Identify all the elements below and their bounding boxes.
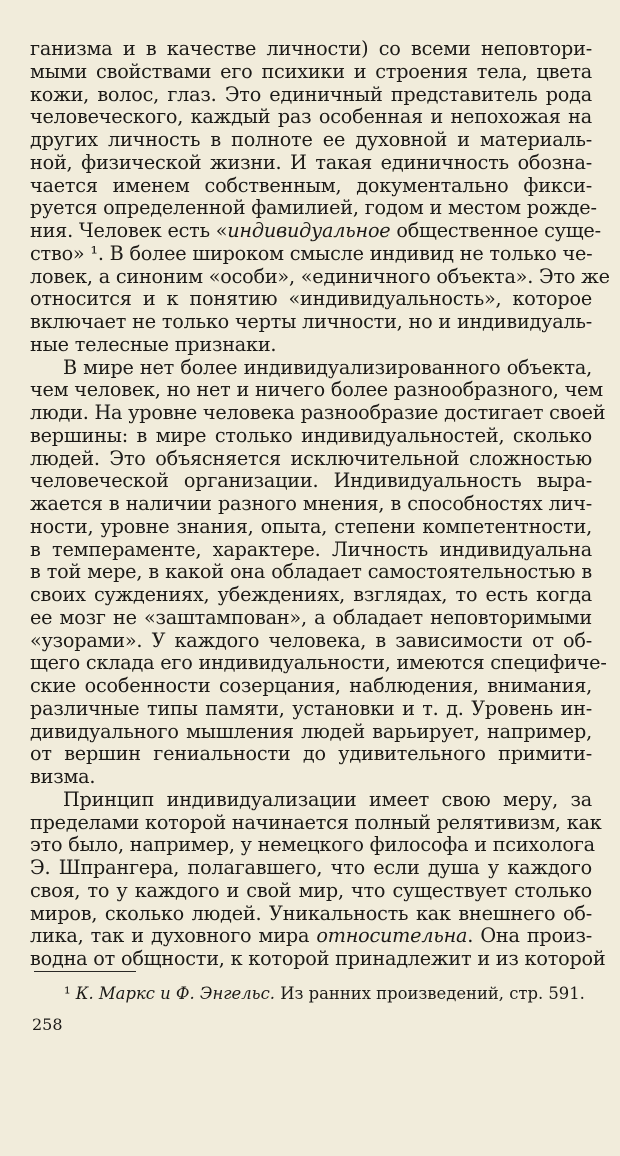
- text-line: ловек, а синоним «особи», «единичного объекта». Это же: [30, 264, 610, 288]
- text-line: своя, то у каждого и свой мир, что существует столько: [30, 878, 592, 902]
- text-line: это было, например, у немецкого философа и психолога: [30, 833, 595, 857]
- text-line: человеческой организации. Индивидуальность выра-: [30, 469, 592, 493]
- text-line: других личность в полноте ее духовной и материаль-: [30, 128, 592, 151]
- text-line: своих суждениях, убеждениях, взглядах, то есть когда: [30, 583, 592, 606]
- text-line: жается в наличии разного мнения, в способностях лич-: [30, 492, 592, 515]
- footnote: [64, 984, 592, 1004]
- text-line: Э. Шпрангера, полагавшего, что если душа у каждого: [30, 856, 592, 879]
- text-line: люди. На уровне человека разнообразие достигает своей: [30, 401, 606, 424]
- text-line: от вершин гениальности до удивительного примити-: [30, 742, 592, 766]
- text-line: в темпераменте, характере. Личность индивидуальна: [30, 537, 592, 561]
- text-line: кожи, волос, глаз. Это единичный представитель рода: [30, 82, 592, 106]
- text-line: «узорами». У каждого человека, в зависимости от об-: [30, 628, 592, 652]
- paragraph: [30, 37, 610, 357]
- footnote-marker: ¹: [64, 984, 71, 1003]
- text-line: ности, уровне знания, опыта, степени компетентности,: [30, 514, 592, 538]
- paragraph: [30, 787, 606, 971]
- text-line: щего склада его индивидуальности, имеются специфиче-: [30, 651, 607, 675]
- text-line: ее мозг не «заштампован», а обладает неповторимыми: [30, 605, 592, 629]
- text-line: людей. Это объясняется исключительной сложностью: [30, 446, 592, 470]
- emphasis: индивидуальное: [227, 219, 391, 242]
- text-line: вершины: в мире столько индивидуальностей, сколько: [30, 423, 592, 447]
- paragraph: [30, 355, 607, 789]
- text-line: В мире нет более индивидуализированного объекта,: [63, 355, 592, 379]
- text-line: человеческого, каждый раз особенная и непохожая на: [30, 105, 592, 129]
- footnote-separator: [34, 971, 136, 972]
- text-line: ной, физической жизни. И такая единичность обозна-: [30, 150, 592, 174]
- text-line: руется определенной фамилией, годом и местом рожде-: [30, 196, 597, 220]
- footnote-authors: К. Маркс и Ф. Энгельс.: [75, 984, 275, 1003]
- page-number: 258: [32, 1015, 63, 1034]
- text-line: чем человек, но нет и ничего более разнообразного, чем: [30, 378, 603, 402]
- text-line: Принцип индивидуализации имеет свою меру, за: [63, 787, 592, 811]
- text-line: мыми свойствами его психики и строения тела, цвета: [30, 59, 592, 83]
- text-line: различные типы памяти, установки и т. д. Уровень ин-: [30, 696, 592, 720]
- text-line: лика, так и духовного мира относительна. Она произ-: [30, 924, 592, 948]
- text-line: ство» ¹. В более широком смысле индивид не только че-: [30, 241, 593, 265]
- text-line: чается именем собственным, документально фикси-: [30, 173, 592, 197]
- text-line: включает не только черты личности, но и индивидуаль-: [30, 310, 592, 333]
- text-line: миров, сколько людей. Уникальность как внешнего об-: [30, 901, 592, 925]
- text-line: пределами которой начинается полный релятивизм, как: [30, 810, 602, 834]
- text-line: ные телесные признаки.: [30, 332, 277, 356]
- text-line: относится и к понятию «индивидуальность», которое: [30, 287, 592, 311]
- text-line: водна от общности, к которой принадлежит и из которой: [30, 947, 606, 970]
- text-line: в той мере, в какой она обладает самостоятельностью в: [30, 560, 592, 584]
- text-line: ганизма и в качестве личности) со всеми неповтори-: [30, 37, 592, 60]
- text-line: дивидуального мышления людей варьирует, например,: [30, 719, 592, 743]
- emphasis: относительна: [316, 924, 468, 948]
- footnote-text: Из ранних произведений, стр. 591.: [280, 984, 585, 1003]
- text-line: ские особенности созерцания, наблюдения, внимания,: [30, 674, 592, 697]
- text-line: визма.: [30, 765, 96, 788]
- main-text: [30, 37, 610, 971]
- text-line: ния. Человек есть «индивидуальное общественное суще-: [30, 219, 601, 242]
